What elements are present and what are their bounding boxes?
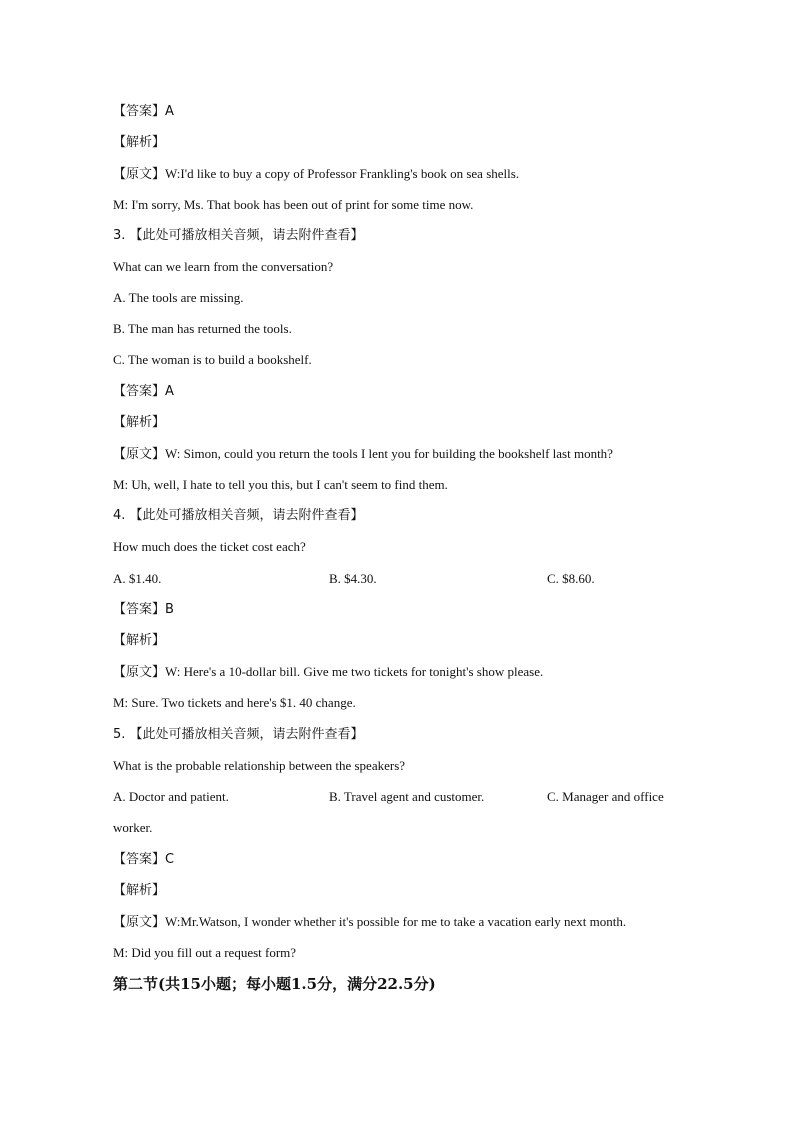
answer-label: 【答案】A (113, 104, 174, 119)
answer-label: 【答案】C (113, 852, 175, 867)
option-c: C. The woman is to build a bookshelf. (113, 352, 312, 367)
analysis-label: 【解析】 (113, 135, 166, 150)
analysis-label: 【解析】 (113, 883, 166, 898)
audio-placeholder[interactable]: 4. 【此处可播放相关音频，请去附件查看】 (113, 508, 364, 523)
transcript-line: 【原文】W: Here's a 10-dollar bill. Give me two tickets for tonight's show please. (113, 664, 544, 679)
transcript-line: M: Uh, well, I hate to tell you this, but I can't seem to find them. (113, 477, 448, 492)
transcript-line: M: I'm sorry, Ms. That book has been out of print for some time now. (113, 197, 474, 212)
question-text: What is the probable relationship between the speakers? (113, 758, 406, 773)
question-text: How much does the ticket cost each? (113, 539, 306, 554)
answer-label: 【答案】B (113, 602, 174, 617)
transcript-line: M: Did you fill out a request form? (113, 945, 297, 960)
option-c-continuation: worker. (113, 820, 153, 835)
transcript-line: 【原文】W:I'd like to buy a copy of Professor Frankling's book on sea shells. (113, 166, 520, 181)
option-a: A. $1.40. (113, 571, 162, 586)
answer-label: 【答案】A (113, 384, 174, 399)
option-b: B. $4.30. (329, 571, 377, 586)
option-c: C. Manager and office (547, 789, 664, 804)
section-heading: 第二节(共15小题；每小题1.5分，满分22.5分) (113, 975, 436, 993)
option-a: A. The tools are missing. (113, 290, 244, 305)
transcript-line: M: Sure. Two tickets and here's $1. 40 change. (113, 695, 356, 710)
analysis-label: 【解析】 (113, 415, 166, 430)
audio-placeholder[interactable]: 3. 【此处可播放相关音频，请去附件查看】 (113, 228, 364, 243)
audio-placeholder[interactable]: 5. 【此处可播放相关音频，请去附件查看】 (113, 727, 364, 742)
transcript-line: 【原文】W: Simon, could you return the tools I lent you for building the bookshelf last month? (113, 446, 613, 461)
question-text: What can we learn from the conversation? (113, 259, 334, 274)
option-a: A. Doctor and patient. (113, 789, 229, 804)
analysis-label: 【解析】 (113, 633, 166, 648)
transcript-line: 【原文】W:Mr.Watson, I wonder whether it's possible for me to take a vacation early next month. (113, 914, 627, 929)
option-b: B. The man has returned the tools. (113, 321, 292, 336)
option-b: B. Travel agent and customer. (329, 789, 485, 804)
option-c: C. $8.60. (547, 571, 595, 586)
